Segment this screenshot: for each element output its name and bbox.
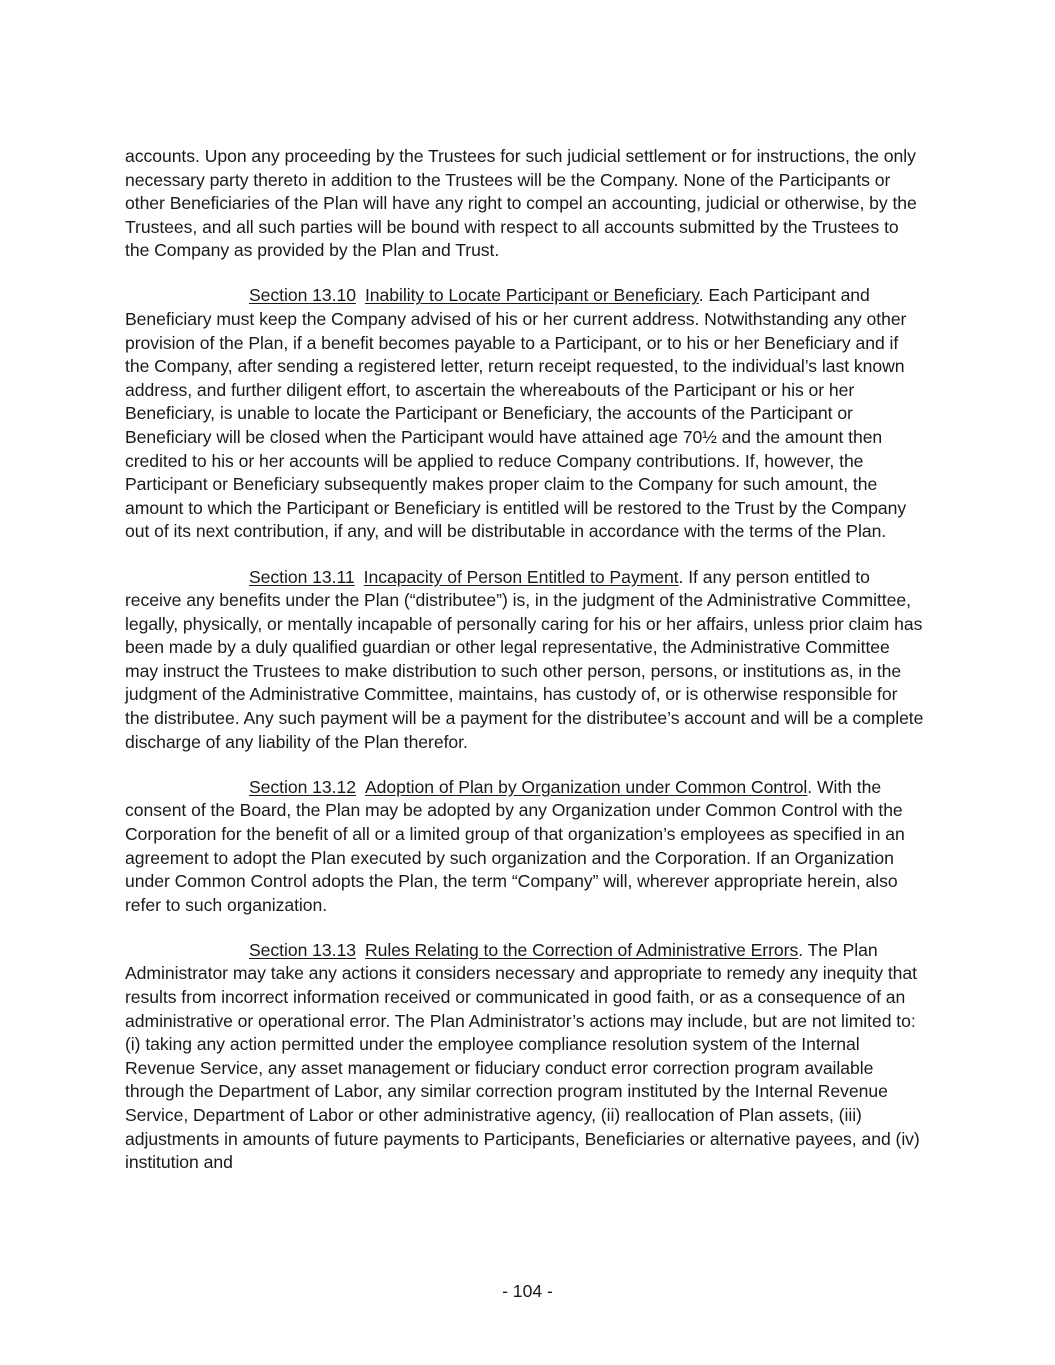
section-13-12 xyxy=(125,776,925,918)
section-body: . With the consent of the Board, the Plan may be adopted by any Organization under Common Control with the Corporation for the benefit of all or a limited group of that organization’s employees as specified in an agreement to adopt the Plan executed by such organization and the Corporation. If an Organization under Common Control adopts the Plan, the term “Company” will, wherever appropriate herein, also refer to such organization. xyxy=(125,776,905,915)
section-number: Section 13.10 xyxy=(249,285,356,306)
section-number: Section 13.13 xyxy=(249,939,356,960)
section-13-10 xyxy=(125,284,925,544)
section-number: Section 13.12 xyxy=(249,776,356,797)
section-title: Adoption of Plan by Organization under Common Control xyxy=(364,776,808,797)
section-body: . If any person entitled to receive any benefits under the Plan (“distributee”) is, in the judgment of the Administrative Committee, legally, physically, or mentally incapable of personally caring for his or her affairs, unless prior claim has been made by a duly qualified guardian or other legal representative, the Administrative Committee may instruct the Trustees to make distribution to such other person, persons, or institutions as, in the judgment of the Administrative Committee, maintains, has custody of, or is otherwise responsible for the distributee. Any such payment will be a payment for the distributee’s account and will be a complete discharge of any liability of the Plan therefor. xyxy=(125,566,924,752)
page-number: - 104 - xyxy=(502,1281,553,1301)
document-page xyxy=(125,145,925,1196)
section-body: . Each Participant and Beneficiary must keep the Company advised of his or her current address. Notwithstanding any other provision of the Plan, if a benefit becomes payable to a Participant, or to his or her Beneficiary and if the Company, after sending a registered letter, return receipt requested, to the individual’s last known address, and further diligent effort, to ascertain the whereabouts of the Participant or his or her Beneficiary, is unable to locate the Participant or Beneficiary, the accounts of the Participant or Beneficiary will be closed when the Participant would have attained age 70½ and the amount then credited to his or her accounts will be applied to reduce Company contributions. If, however, the Participant or Beneficiary subsequently makes proper claim to the Company for such amount, the amount to which the Participant or Beneficiary is entitled will be restored to the Trust by the Company out of its next contribution, if any, and will be distributable in accordance with the terms of the Plan. xyxy=(125,285,907,542)
section-title: Rules Relating to the Correction of Administrative Errors xyxy=(364,939,799,960)
section-13-11 xyxy=(125,566,925,755)
section-title: Inability to Locate Participant or Beneficiary xyxy=(364,285,699,306)
section-number: Section 13.11 xyxy=(249,566,355,587)
section-title: Incapacity of Person Entitled to Payment xyxy=(363,566,679,587)
section-13-13 xyxy=(125,939,925,1175)
section-body: . The Plan Administrator may take any actions it considers necessary and appropriate to remedy any inequity that results from incorrect information received or communicated in good faith, or as a consequence of an administrative or operational error. The Plan Administrator’s actions may include, but are not limited to: (i) taking any action permitted under the employee compliance resolution system of the Internal Revenue Service, any asset management or fiduciary conduct error correction program available through the Department of Labor, any similar correction program instituted by the Internal Revenue Service, Department of Labor or other administrative agency, (ii) reallocation of Plan assets, (iii) adjustments in amounts of future payments to Participants, Beneficiaries or alternative payees, and (iv) institution and xyxy=(125,939,920,1173)
paragraph-continuation: accounts. Upon any proceeding by the Trustees for such judicial settlement or for instructions, the only necessary party thereto in addition to the Trustees will be the Company. None of the Participants or other Beneficiaries of the Plan will have any right to compel an accounting, judicial or otherwise, by the Trustees, and all such parties will be bound with respect to all accounts submitted by the Trustees to the Company as provided by the Plan and Trust. xyxy=(125,146,917,261)
